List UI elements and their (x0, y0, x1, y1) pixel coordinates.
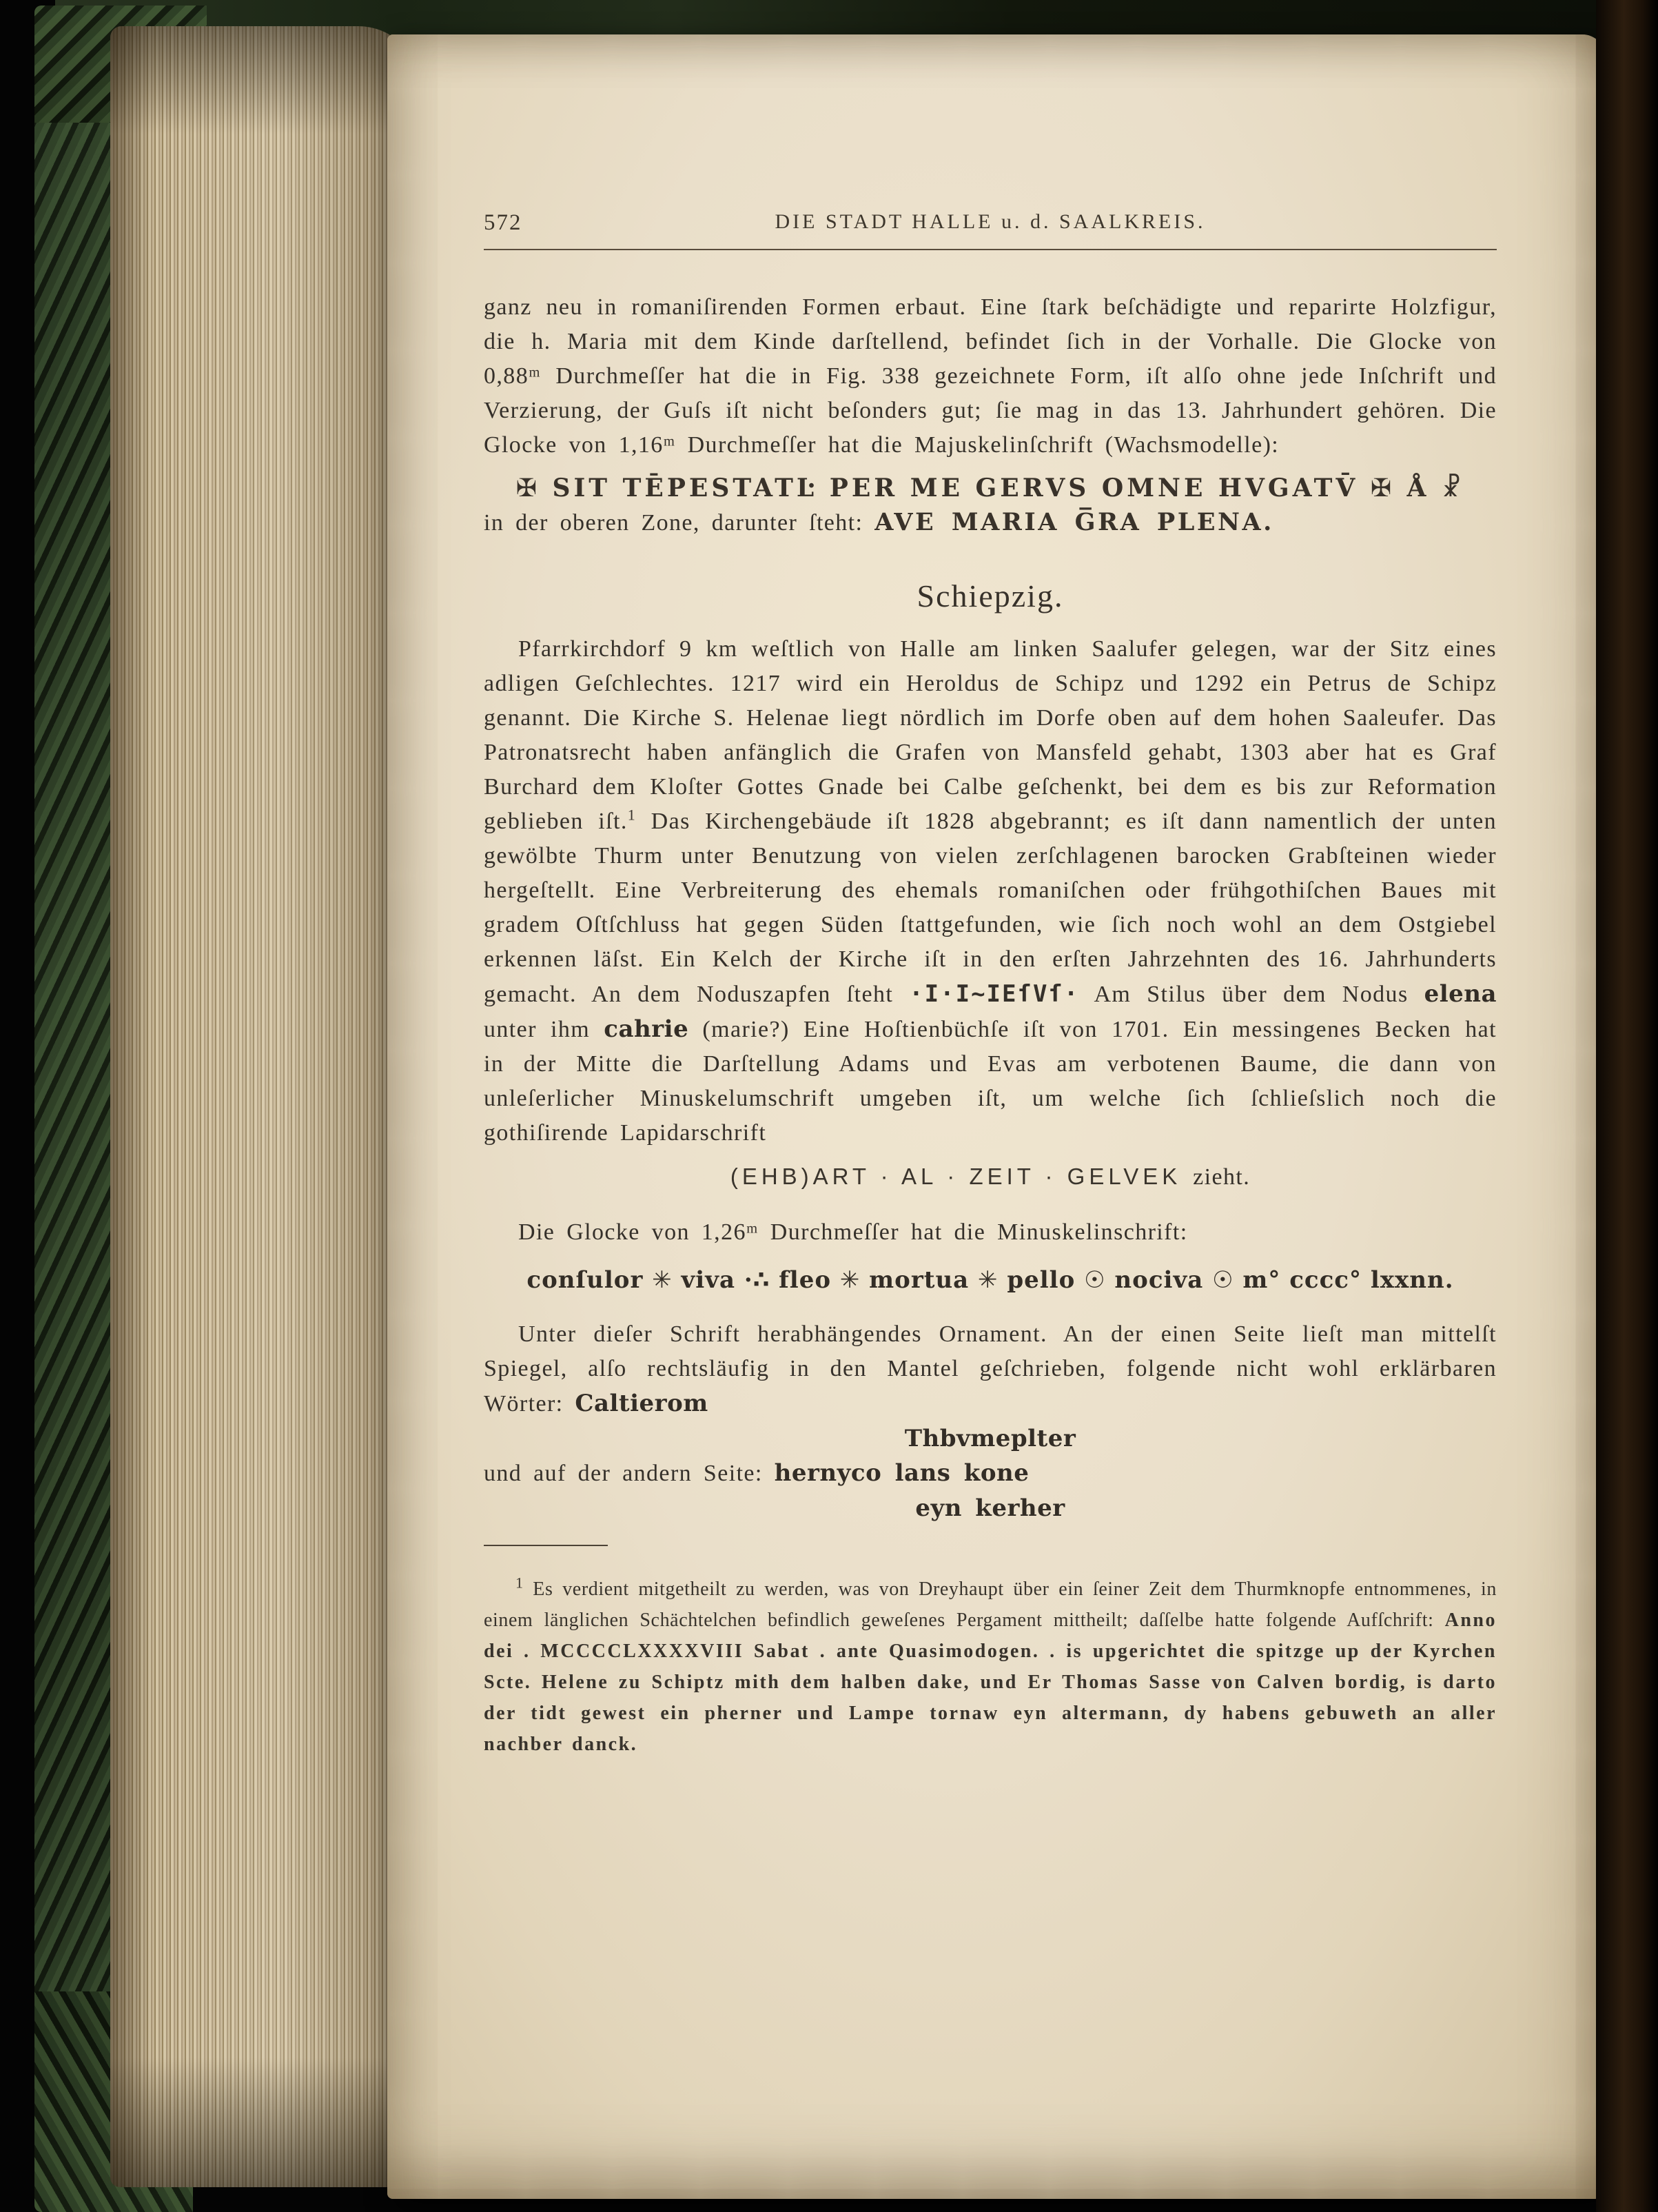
header-rule (484, 249, 1497, 250)
word-thbvmeplter: Thbvmeplter (904, 1425, 1076, 1452)
footnote-rule (484, 1545, 608, 1546)
section-heading: Schiepzig. (917, 578, 1064, 613)
ornament-paragraph (484, 1317, 1497, 1421)
ave-maria-inscription: AVE MARIA G̅RA PLENA. (874, 508, 1274, 536)
footnote (484, 1574, 1497, 1760)
text-block (484, 210, 1497, 1760)
section-text-b: Das Kirchengebäude iſt 1828 abgebrannt; es iſt dann namentlich der unten gewölbte Thurm unter Benutzung von vielen zerſchlagenen barocken Grabſteinen wieder hergeſtellt. Eine Verbreiterung des ehemals romaniſchen oder frühgothiſchen Baues mit gradem Oſtſchluss hat gegen Süden ſtattgefunden, wie ſich noch wohl an dem Ostgiebel erkennen läſst. Ein Kelch der Kirche iſt in den erſten Jahrzehnten des 16. Jahrhunderts gemacht. An dem Noduszapfen ſteht (484, 809, 1497, 1007)
nodus-inscription: ·I·I~IEſVſ· (909, 980, 1080, 1008)
minuskel-inscription: conſulor ✳ viva ·∴ fleo ✳ mortua ✳ pello ☉ nociva ☉ m° cccc° lxxnn. (526, 1266, 1454, 1294)
lead-paragraph: ganz neu in romaniſirenden Formen erbaut. Eine ſtark beſchädigte und reparirte Holzfigur, die h. Maria mit dem Kinde darſtellend, befindet ſich in der Vorhalle. Die Glocke von 0,88ᵐ Durchmeſſer hat die in Fig. 338 gezeichnete Form, iſt alſo ohne jede Inſchrift und Verzierung, der Guſs iſt nicht beſonders gut; ſie mag in das 13. Jahrhundert gehören. Die Glocke von 1,16ᵐ Durchmeſſer hat die Majuskelinſchrift (Wachsmodelle): (484, 294, 1497, 458)
zone-line (484, 505, 1497, 540)
footnote-text-bold: Anno dei . MCCCCLXXXXVIII Sabat . ante Quasimodogen. . is upgerichtet die spitzge up der Kyrchen Scte. Helene zu Schiptz mith dem halben dake, und Er Thomas Sasse von Calven bordig, is darto der tidt gewest ein pherner und Lampe tornaw eyn altermann, dy habens gebuweth an aller nachber danck. (484, 1610, 1497, 1755)
zone-prefix: in der oberen Zone, darunter ſteht: (484, 510, 875, 536)
word-caltierom: Caltierom (575, 1390, 708, 1417)
page-edge-stack (110, 26, 420, 2187)
glocke-paragraph: Die Glocke von 1,26ᵐ Durchmeſſer hat die Minuskelinschrift: (518, 1219, 1188, 1245)
word-eyn-kerher: eyn kerher (915, 1494, 1065, 1522)
andere-seite-line (484, 1456, 1497, 1491)
footnote-text: Es verdient mitgetheilt zu werden, was von Dreyhaupt über ein ſeiner Zeit dem Thurmknopfe entnommenes, in einem länglichen Schächtelchen befindlich geweſenes Pergament mittheilt; daſſelbe hatte folgende Aufſchrift: (484, 1579, 1497, 1631)
lapidar-line (484, 1160, 1497, 1195)
lapidar-suffix: zieht. (1181, 1164, 1251, 1190)
footnote-marker: 1 (515, 1574, 524, 1592)
book-page (387, 34, 1606, 2199)
ornament-text: Unter dieſer Schrift herabhängendes Ornament. An der einen Seite lieſt man mittelſt Spiegel, alſo rechtsläufig in den Mantel geſchrieben, folgende nicht wohl erklärbaren Wörter: (484, 1321, 1497, 1417)
book-cover-spine (34, 8, 114, 2204)
lapidar-inscription: (EHB)ART · AL · ZEIT · GELVEK (730, 1164, 1182, 1189)
word-hernyco-lans-kone: hernyco lans kone (774, 1459, 1030, 1487)
running-header (484, 210, 1497, 241)
andere-seite-prefix: und auf der andern Seite: (484, 1461, 775, 1486)
running-title: DIE STADT HALLE u. d. SAALKREIS. (775, 210, 1206, 233)
section-text-d: unter ihm (484, 1017, 604, 1042)
word-elena: elena (1424, 980, 1497, 1008)
section-text-e: (marie?) Eine Hoſtienbüchſe iſt von 1701. Ein messingenes Becken hat in der Mitte die Darſtellung Adams und Evas am verbotenen Baume, die dann von unleſerlicher Minuskelumschrift umgeben iſt, um welche ſich ſchlieſslich noch die gothiſirende Lapidarschrift (484, 1017, 1497, 1146)
page-number: 572 (484, 210, 522, 235)
word-cahrie: cahrie (604, 1015, 689, 1043)
section-text-a: Pfarrkirchdorf 9 km weſtlich von Halle am linken Saalufer gelegen, war der Sitz eines adligen Geſchlechtes. 1217 wird ein Heroldus de Schipz und 1292 ein Petrus de Schipz genannt. Die Kirche S. Helenae liegt nördlich im Dorfe oben auf dem hohen Saaleufer. Das Patronatsrecht haben anfänglich die Grafen von Mansfeld gehabt, 1303 aber hat es Graf Burchard dem Kloſter Gottes Gnade bei Calbe geſchenkt, bei dem es bis zur Reformation geblieben iſt. (484, 636, 1497, 834)
book-cover-right-edge (1596, 0, 1658, 2212)
footnote-ref: 1 (627, 806, 637, 824)
section-text-c: Am Stilus über dem Nodus (1079, 982, 1424, 1007)
section-paragraph (484, 632, 1497, 1150)
bell-majuscule-inscription: ✠ SIT TĒPESTATĿ PER ME GERVS OMNE HVGATV̄ ✠ Å ☧ (515, 474, 1465, 503)
